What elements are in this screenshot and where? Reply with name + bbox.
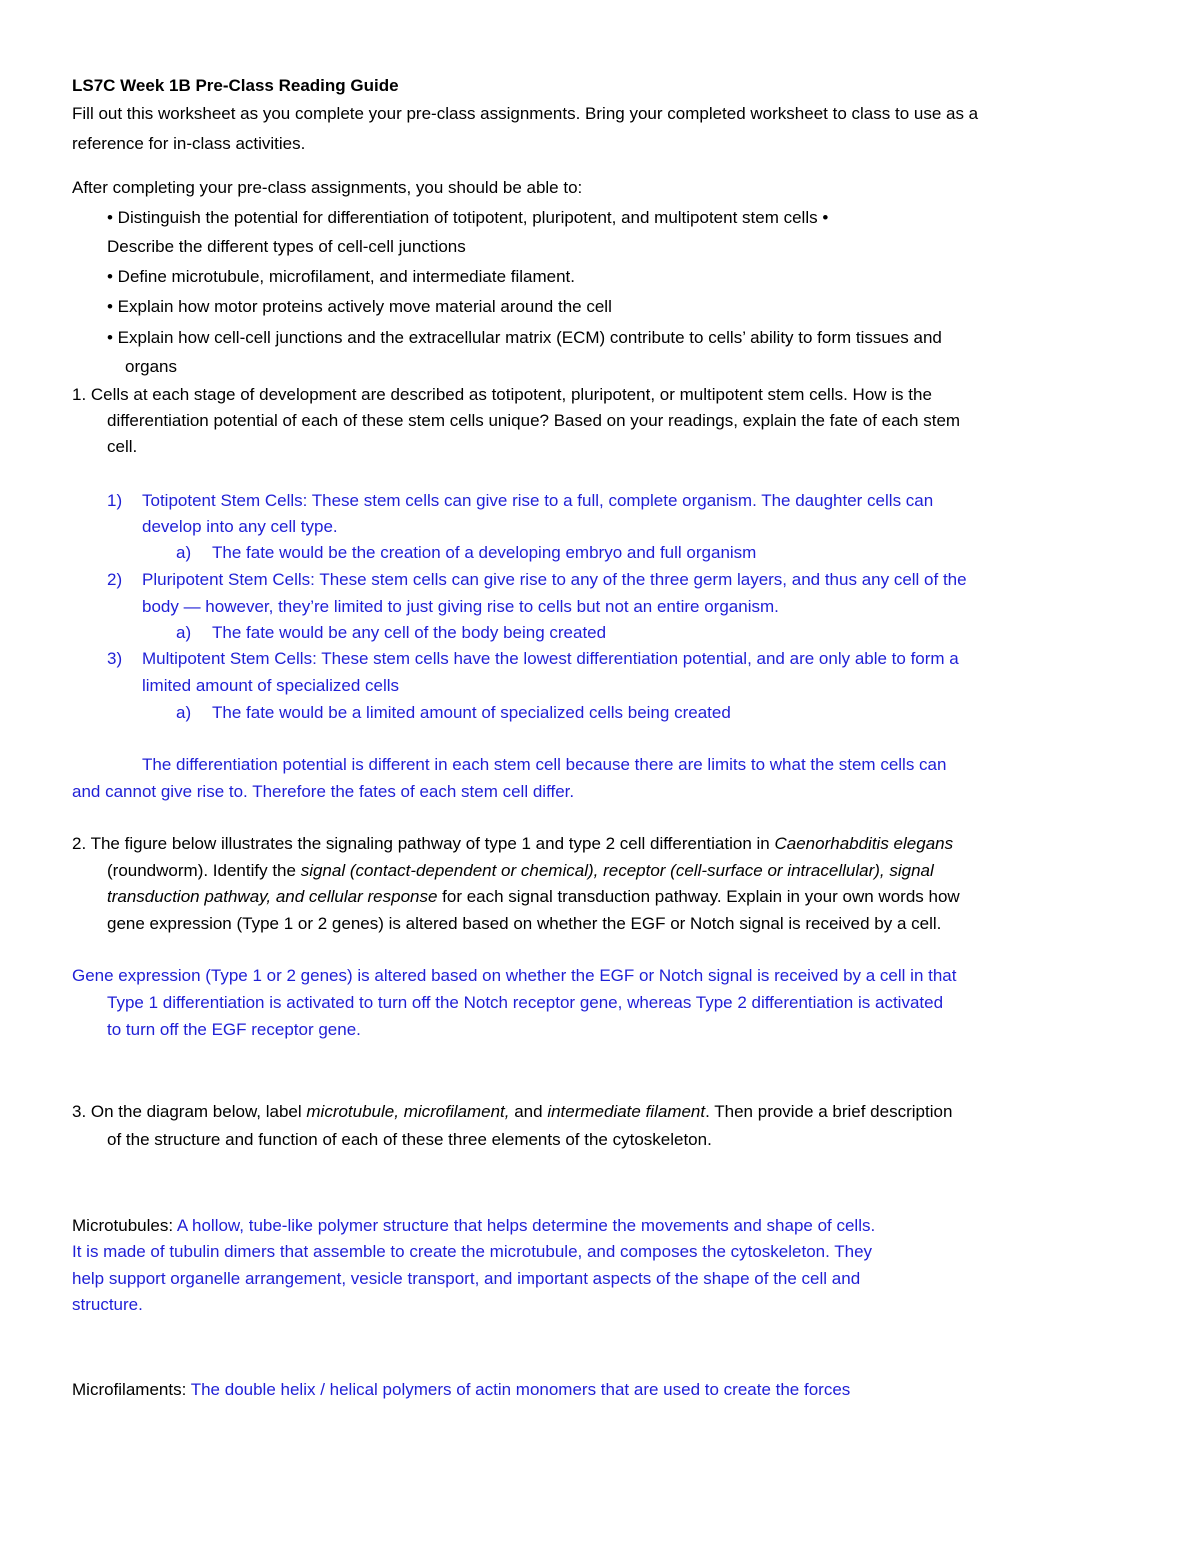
question-2-line1 [72,834,953,854]
answer-sub-number: a) [176,623,192,642]
microtubules-answer-line3: help support organelle arrangement, vesicle transport, and important aspects of the shape of the cell and [72,1269,861,1288]
species-name: Caenorhabditis elegans [774,834,954,853]
answer-number: 1) [107,491,123,510]
answer-totipotent-line2: develop into any cell type. [142,517,338,536]
answer-pluripotent-line2: body — however, they’re limited to just giving rise to cells but not an entire organism. [142,597,779,616]
answer-multipotent-fate: The fate would be a limited amount of specialized cells being created [212,703,731,722]
question-1-line3: cell. [107,437,138,456]
microtubules-answer-line1 [72,1216,875,1236]
q2-answer-line1: Gene expression (Type 1 or 2 genes) is altered based on whether the EGF or Notch signal is received by a cell in that [72,966,957,985]
question-2-line4: gene expression (Type 1 or 2 genes) is altered based on whether the EGF or Notch signal is received by a cell. [107,914,942,933]
question-3-line2: of the structure and function of each of these three elements of the cytoskeleton. [107,1130,712,1149]
question-3-emphasis: microtubule, microfilament, [306,1102,510,1121]
objective-item-continued: organs [125,357,177,376]
answer-totipotent-fate: The fate would be the creation of a developing embryo and full organism [212,543,757,562]
question-1-line1: 1. Cells at each stage of development are described as totipotent, pluripotent, or multipotent stem cells. How is the [72,385,932,404]
objective-item: Describe the different types of cell-cell junctions [107,237,466,256]
answer-pluripotent-line1: Pluripotent Stem Cells: These stem cells can give rise to any of the three germ layers, and thus any cell of the [142,570,967,589]
worksheet-title: LS7C Week 1B Pre-Class Reading Guide [72,76,399,95]
question-2-line2 [107,861,934,881]
answer-multipotent-line1: Multipotent Stem Cells: These stem cells have the lowest differentiation potential, and are only able to form a [142,649,959,668]
question-3-text: 3. On the diagram below, label [72,1102,307,1121]
microfilaments-answer-line1 [72,1380,850,1400]
microtubules-answer-text: A hollow, tube-like polymer structure that helps determine the movements and shape of cells. [176,1216,876,1235]
microtubules-answer-line4: structure. [72,1295,143,1314]
objective-item: • Distinguish the potential for differentiation of totipotent, pluripotent, and multipotent stem cells • [107,208,829,227]
question-2-text: for each signal transduction pathway. Explain in your own words how [437,887,960,906]
question-1-line2: differentiation potential of each of these stem cells unique? Based on your readings, explain the fate of each stem [107,411,961,430]
question-2-text: (roundworm). Identify the [107,861,301,880]
question-2-text: 2. The figure below illustrates the signaling pathway of type 1 and type 2 cell differentiation in [72,834,775,853]
answer-number: 2) [107,570,123,589]
answer-sub-number: a) [176,703,192,722]
question-3-emphasis: intermediate filament [547,1102,706,1121]
microtubules-label: Microtubules: [72,1216,177,1235]
question-2-line3 [107,887,960,907]
q1-summary-line2: and cannot give rise to. Therefore the fates of each stem cell differ. [72,782,575,801]
answer-sub-number: a) [176,543,192,562]
objectives-lead: After completing your pre-class assignments, you should be able to: [72,178,583,197]
question-2-emphasis: signal (contact-dependent or chemical), receptor (cell-surface or intracellular), signal [300,861,934,880]
answer-number: 3) [107,649,123,668]
microfilaments-label: Microfilaments: [72,1380,191,1399]
question-2-emphasis: transduction pathway, and cellular response [107,887,438,906]
answer-totipotent-line1: Totipotent Stem Cells: These stem cells can give rise to a full, complete organism. The daughter cells can [142,491,934,510]
q1-summary-line1: The differentiation potential is different in each stem cell because there are limits to what the stem cells can [142,755,947,774]
microtubules-answer-line2: It is made of tubulin dimers that assemble to create the microtubule, and composes the cytoskeleton. They [72,1242,873,1261]
question-3-text: and [509,1102,548,1121]
question-3-text: . Then provide a brief description [705,1102,953,1121]
intro-text-line2: reference for in-class activities. [72,134,306,153]
question-3-line1 [72,1102,952,1122]
intro-text-line1: Fill out this worksheet as you complete your pre-class assignments. Bring your completed worksheet to class to use as a [72,104,979,123]
q2-answer-line3: to turn off the EGF receptor gene. [107,1020,361,1039]
q2-answer-line2: Type 1 differentiation is activated to turn off the Notch receptor gene, whereas Type 2 differentiation is activated [107,993,944,1012]
answer-pluripotent-fate: The fate would be any cell of the body being created [212,623,607,642]
microfilaments-answer-text: The double helix / helical polymers of actin monomers that are used to create the forces [190,1380,851,1399]
answer-multipotent-line2: limited amount of specialized cells [142,676,400,695]
objective-item: • Define microtubule, microfilament, and intermediate filament. [107,267,575,286]
objective-item: • Explain how motor proteins actively move material around the cell [107,297,612,316]
objective-item: • Explain how cell-cell junctions and the extracellular matrix (ECM) contribute to cells’ ability to form tissues and [107,328,942,347]
